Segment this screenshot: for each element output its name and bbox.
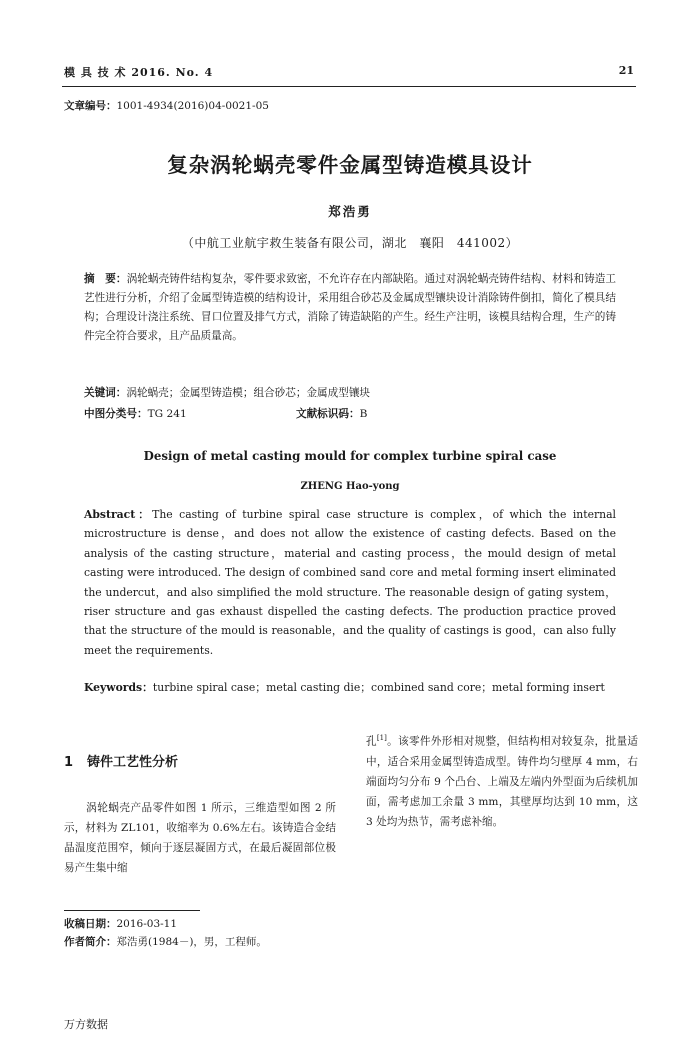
article-number — [64, 98, 269, 113]
section-heading — [64, 751, 178, 770]
received-date — [64, 916, 177, 931]
document-code — [296, 406, 367, 421]
document-code-value: B — [359, 408, 368, 420]
watermark: 万方数据 — [64, 1018, 108, 1031]
author-affiliation: （中航工业航宇救生装备有限公司，湖北 襄阳 441002） — [181, 236, 519, 250]
english-title: Design of metal casting mould for complex turbine spiral case — [143, 449, 557, 463]
abstract-en-text: The casting of turbine spiral case structure is complex，of which the internal microstructure is dense，and does not allow the existence of casting defects. Based on the analysis of the casting structure，material and casting process，the mould design of metal casting were introduced. The design of combined sand core and metal forming insert eliminated the undercut，and also simplified the mold structure. The reasonable design of gating system，riser structure and gas exhaust dispelled the casting defects. The production practice proved that the structure of the mould is reasonable，and the quality of castings is good，can also fully meet the requirements. — [84, 508, 616, 657]
body-right-start: 孔 — [366, 735, 377, 748]
body-right-text: 。该零件外形相对规整，但结构相对较复杂，批量适中，适合采用金属型铸造成型。铸件均匀壁厚 4 mm，右端面均匀分布 9 个凸台、上端及左端内外型面为后续机加面，需考虑加工余量 3 mm，其壁厚均达到 10 mm，这 3 处均为热节，需考虑补缩。 — [366, 735, 638, 828]
footnote-divider — [64, 910, 200, 911]
keywords-en-text: turbine spiral case；metal casting die；combined sand core；metal forming insert — [152, 681, 605, 694]
keywords-en-label: Keywords： — [84, 681, 153, 694]
received-label: 收稿日期： — [64, 918, 117, 930]
keywords-cn-text: 涡轮蜗壳；金属型铸造模；组合砂芯；金属成型镶块 — [126, 387, 371, 399]
page-number: 21 — [618, 64, 634, 77]
article-number-value: 1001-4934(2016)04-0021-05 — [116, 100, 269, 112]
abstract-en-label: Abstract： — [84, 508, 153, 521]
article-number-label: 文章编号： — [64, 100, 117, 112]
abstract-cn-text: 涡轮蜗壳铸件结构复杂，零件要求致密，不允许存在内部缺陷。通过对涡轮蜗壳铸件结构、材料和铸造工艺性进行分析，介绍了金属型铸造模的结构设计，采用组合砂芯及金属成型镶块设计消除铸件倒扣，简化了模具结构；合理设计浇注系统、冒口位置及排气方式，消除了铸造缺陷的产生。经生产注明，该模具结构合理，生产的铸件完全符合要求，且产品质量高。 — [84, 273, 617, 342]
english-author: ZHENG Hao-yong — [300, 481, 400, 492]
classification-value: TG 241 — [147, 408, 187, 420]
citation-ref: [1] — [376, 734, 387, 742]
classification-number — [84, 406, 187, 421]
document-code-label: 文献标识码： — [296, 408, 360, 420]
paper-title: 复杂涡轮蜗壳零件金属型铸造模具设计 — [167, 153, 533, 177]
journal-header: 模 具 技 术 2016. No. 4 — [64, 66, 214, 79]
body-left-column: 涡轮蜗壳产品零件如图 1 所示，三维造型如图 2 所示，材料为 ZL101，收缩率为 0.6%左右。该铸造合金结晶温度范围窄，倾向于逐层凝固方式，在最后凝固部位极易产生集中缩 — [64, 802, 336, 874]
received-value: 2016-03-11 — [116, 918, 178, 930]
body-right-column — [366, 728, 638, 832]
bio-value: 郑浩勇(1984－)，男，工程师。 — [116, 936, 267, 948]
header-divider — [62, 86, 636, 87]
paper-author: 郑浩勇 — [328, 204, 372, 219]
abstract-cn — [84, 270, 616, 346]
keywords-en — [84, 680, 624, 695]
bio-label: 作者简介： — [64, 936, 117, 948]
author-bio — [64, 934, 267, 949]
section-number: 1 — [64, 755, 74, 770]
abstract-cn-label: 摘 要： — [84, 273, 127, 285]
section-title: 铸件工艺性分析 — [87, 755, 179, 770]
keywords-cn — [84, 385, 616, 400]
classification-label: 中图分类号： — [84, 408, 148, 420]
abstract-en — [84, 505, 616, 660]
keywords-cn-label: 关键词： — [84, 387, 127, 399]
